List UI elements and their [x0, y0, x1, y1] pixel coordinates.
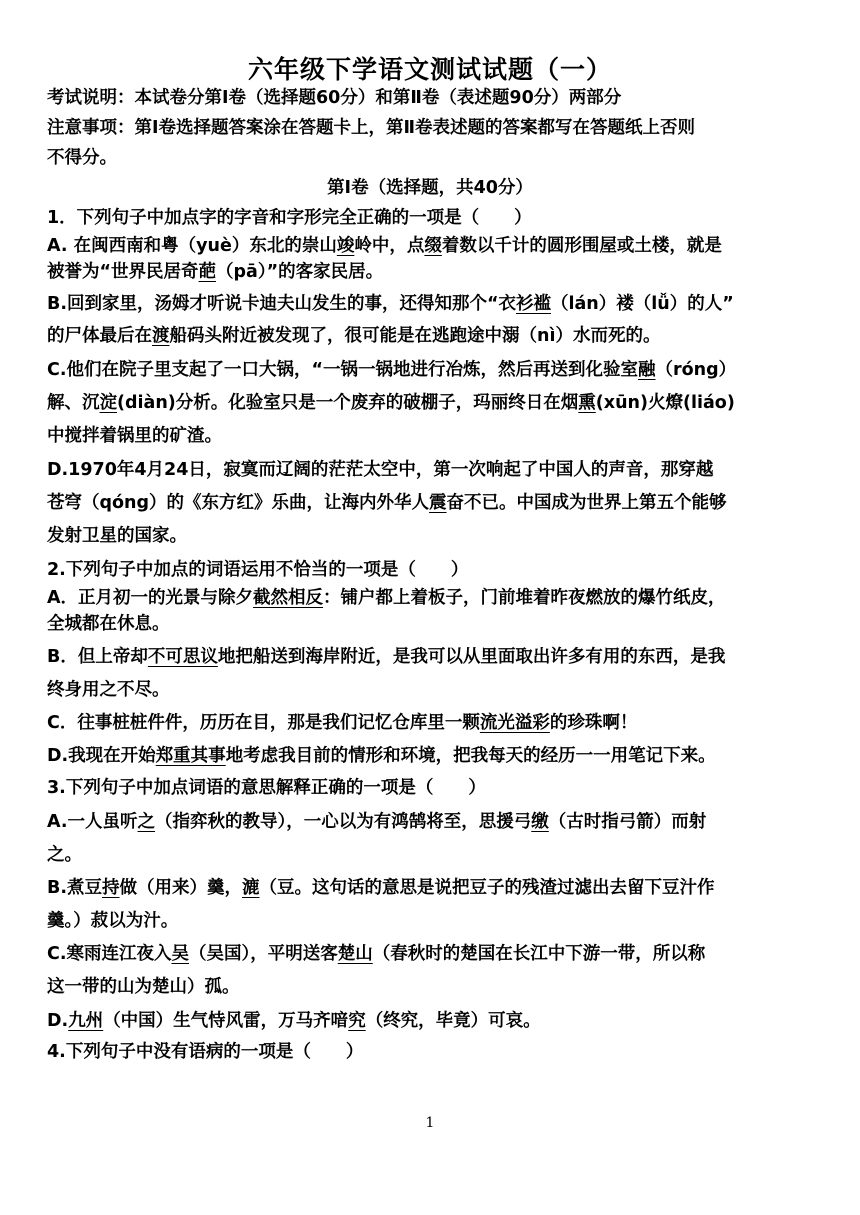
- q3-d-underlined-1: 九州: [68, 1011, 104, 1031]
- q1-option-c-line3: 中搅拌着锅里的矿渣。: [47, 426, 222, 446]
- q2-b-underlined: 不可思议: [147, 647, 218, 667]
- exam-instructions: 考试说明：本试卷分第Ⅰ卷（选择题60分）和第Ⅱ卷（表述题90分）两部分: [47, 88, 622, 108]
- q2-option-a-line2: 全城都在休息。: [47, 614, 170, 634]
- q3-option-a-line1: A.一人虽听之（指弈秋的教导），一心以为有鸿鹄将至，思援弓缴（古时指弓箭）而射: [47, 812, 707, 832]
- q1-option-d-line1: D.1970年4月24日，寂寞而辽阔的茫茫太空中，第一次响起了中国人的声音，那穿越: [47, 460, 714, 480]
- q3-option-a-line2: 之。: [47, 845, 82, 865]
- q1-b-underlined-1: 衫褴: [516, 294, 551, 314]
- notice-line-2: 不得分。: [47, 148, 117, 168]
- q2-option-b-line1: B．但上帝却不可思议地把船送到海岸附近，是我可以从里面取出许多有用的东西，是我: [47, 647, 726, 667]
- q3-b-underlined-2: 漉: [242, 878, 260, 898]
- q3-c-underlined-2: 楚山: [337, 944, 373, 964]
- q1-option-c-line1: C.他们在院子里支起了一口大锅，“一锅一锅地进行冶炼，然后再送到化验室融（róng）: [47, 360, 737, 380]
- q3-option-d-line1: D.九州（中国）生气恃风雷，万马齐喑究（终究，毕竟）可哀。: [47, 1011, 541, 1031]
- page-number: 1: [425, 1115, 435, 1131]
- q2-stem: 2.下列句子中加点的词语运用不恰当的一项是（ ）: [47, 560, 469, 580]
- q1-a-underlined-3: 葩: [198, 262, 217, 282]
- q3-stem: 3.下列句子中加点词语的意思解释正确的一项是（ ）: [47, 778, 486, 798]
- q1-option-b-line1: B.回到家里，汤姆才听说卡迪夫山发生的事，还得知那个“衣衫褴（lán）褛（lǚ）的人”: [47, 294, 734, 314]
- q3-b-underlined-1: 持: [102, 878, 120, 898]
- q1-b-underlined-2: 渡: [152, 326, 170, 346]
- q1-option-c-line2: 解、沉淀(diàn)分析。化验室只是一个废弃的破棚子，玛丽终日在烟熏(xūn)火燎(liáo): [47, 393, 735, 413]
- q1-stem: 1．下列句子中加点字的字音和字形完全正确的一项是（ ）: [47, 208, 532, 228]
- q2-d-underlined: 郑重其事: [155, 746, 226, 766]
- q3-a-underlined-2: 缴: [531, 812, 549, 832]
- q2-option-a-line1: A．正月初一的光景与除夕截然相反：铺户都上着板子，门前堆着昨夜燃放的爆竹纸皮，: [47, 588, 726, 608]
- q3-option-c-line1: C.寒雨连江夜入吴（吴国），平明送客楚山（春秋时的楚国在长江中下游一带，所以称: [47, 944, 706, 964]
- q2-option-b-line2: 终身用之不尽。: [47, 680, 170, 700]
- q3-option-b-line1: B.煮豆持做（用来）羹，漉（豆。这句话的意思是说把豆子的残渣过滤出去留下豆汁作: [47, 878, 715, 898]
- q2-c-underlined: 流光溢彩: [479, 713, 550, 733]
- q1-a-underlined-1: 竣: [336, 236, 355, 256]
- page-title: 六年级下学语文测试试题（一）: [247, 55, 612, 84]
- q3-d-underlined-2: 究: [348, 1011, 366, 1031]
- q3-option-c-line2: 这一带的山为楚山）孤。: [47, 977, 240, 997]
- q1-c-underlined-1: 融: [638, 360, 656, 380]
- q3-option-b-line2: 羹。）菽以为汁。: [47, 911, 179, 931]
- q1-option-d-line3: 发射卫星的国家。: [47, 526, 187, 546]
- q1-d-underlined-1: 震: [429, 493, 447, 513]
- q1-option-a-line2: 被誉为“世界民居奇葩（pā）”的客家民居。: [47, 262, 384, 282]
- q3-a-underlined-1: 之: [137, 812, 156, 832]
- q1-option-a-line1: A. 在闽西南和粤（yuè）东北的崇山竣岭中，点缀着数以千计的圆形围屋或土楼，就是: [47, 236, 722, 256]
- notice-line-1: 注意事项：第Ⅰ卷选择题答案涂在答题卡上，第Ⅱ卷表述题的答案都写在答题纸上否则: [47, 118, 696, 138]
- q1-option-d-line2: 苍穹（qóng）的《东方红》乐曲，让海内外华人震奋不已。中国成为世界上第五个能够: [47, 493, 727, 513]
- q1-c-underlined-3: 熏: [578, 393, 596, 413]
- section-title: 第Ⅰ卷（选择题，共40分）: [327, 178, 533, 198]
- q1-option-b-line2: 的尸体最后在渡船码头附近被发现了，很可能是在逃跑途中溺（nì）水而死的。: [47, 326, 661, 346]
- q3-c-underlined-1: 吴: [171, 944, 189, 964]
- q2-option-d-line1: D.我现在开始郑重其事地考虑我目前的情形和环境，把我每天的经历一一用笔记下来。: [47, 746, 716, 766]
- q2-option-c-line1: C．往事桩桩件件，历历在目，那是我们记忆仓库里一颗流光溢彩的珍珠啊！: [47, 713, 638, 733]
- q2-a-underlined: 截然相反: [253, 588, 324, 608]
- q1-a-underlined-2: 缀: [424, 236, 442, 256]
- q4-stem: 4.下列句子中没有语病的一项是（ ）: [47, 1042, 364, 1062]
- q1-c-underlined-2: 淀: [99, 393, 117, 413]
